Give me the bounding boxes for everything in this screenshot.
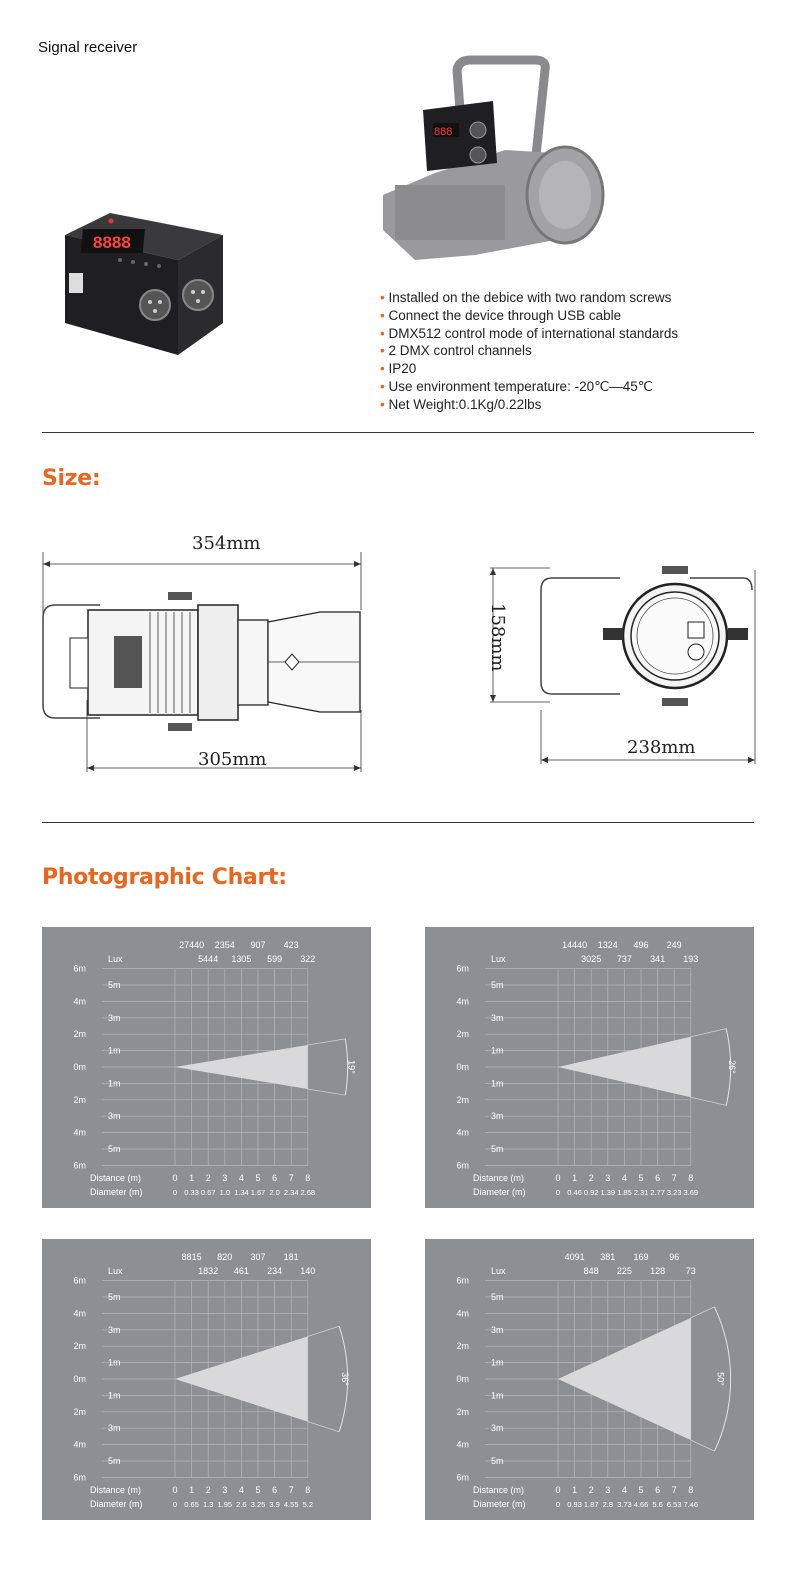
spec-item: • DMX512 control mode of international standards: [380, 325, 678, 343]
lux-value: 128: [650, 1266, 666, 1276]
y-axis-label: 4m: [73, 1439, 86, 1450]
diameter-value: 1.3: [202, 1500, 214, 1509]
y-axis-label: 4m: [456, 996, 469, 1007]
distance-tick: 5: [255, 1173, 261, 1183]
spec-item: • Use environment temperature: -20℃—45℃: [380, 378, 678, 396]
distance-tick: 7: [288, 1485, 294, 1495]
spec-item: • Net Weight:0.1Kg/0.22lbs: [380, 396, 678, 414]
lux-value: 73: [685, 1266, 696, 1276]
diameter-value: 4.55: [283, 1500, 299, 1509]
distance-tick: 2: [588, 1173, 594, 1183]
diameter-value: 1.34: [234, 1188, 249, 1197]
spec-item: • Installed on the debice with two random screws: [380, 289, 678, 307]
lux-value: 169: [633, 1252, 649, 1262]
lux-value: 307: [250, 1252, 266, 1262]
distance-tick: 5: [255, 1485, 261, 1495]
y-axis-label: 0m: [73, 1062, 86, 1072]
lux-value: 848: [583, 1266, 599, 1276]
y-inner-label: 3m: [108, 1423, 121, 1434]
distance-tick: 4: [238, 1485, 244, 1495]
receiver-box-image: [55, 205, 230, 360]
distance-tick: 8: [688, 1173, 694, 1183]
y-axis-label: 4m: [73, 1127, 86, 1138]
y-inner-label: 1m: [108, 1390, 121, 1401]
diameter-value: 3.73: [617, 1500, 632, 1509]
distance-tick: 8: [305, 1485, 311, 1495]
diameter-axis-label: Diameter (m): [473, 1187, 526, 1197]
diameter-value: 6.53: [666, 1500, 682, 1509]
distance-tick: 3: [605, 1485, 611, 1495]
y-inner-label: 3m: [491, 1324, 504, 1335]
fixture-with-receiver-image: [375, 55, 615, 270]
y-axis-label: 0m: [73, 1374, 86, 1384]
distance-axis-label: Distance (m): [90, 1173, 142, 1183]
y-inner-label: 5m: [491, 980, 504, 990]
diameter-value: 1.95: [217, 1500, 233, 1509]
distance-tick: 0: [172, 1485, 178, 1495]
lux-label: Lux: [108, 954, 123, 964]
diameter-value: 0.33: [184, 1188, 199, 1197]
diameter-axis-label: Diameter (m): [90, 1499, 143, 1509]
y-inner-label: 5m: [491, 1144, 504, 1154]
y-axis-label: 6m: [456, 1275, 469, 1286]
lux-value: 1324: [597, 940, 618, 950]
distance-tick: 2: [205, 1485, 211, 1495]
distance-axis-label: Distance (m): [90, 1485, 142, 1495]
photographic-chart-heading: Photographic Chart:: [42, 865, 287, 890]
lux-value: 820: [217, 1252, 233, 1262]
y-inner-label: 5m: [108, 1292, 121, 1302]
beam-chart-26: [425, 927, 754, 1208]
y-axis-label: 6m: [456, 1160, 469, 1171]
y-inner-label: 1m: [491, 1045, 504, 1056]
beam-chart-36: [42, 1239, 371, 1520]
lux-value: 599: [267, 954, 283, 964]
y-inner-label: 3m: [491, 1012, 504, 1023]
spec-item: • Connect the device through USB cable: [380, 307, 678, 325]
diameter-value: 0.67: [200, 1188, 216, 1197]
y-axis-label: 6m: [456, 1472, 469, 1483]
distance-tick: 1: [572, 1173, 578, 1183]
distance-tick: 0: [555, 1485, 561, 1495]
y-inner-label: 3m: [491, 1423, 504, 1434]
distance-tick: 7: [288, 1173, 294, 1183]
diameter-value: 3.9: [269, 1500, 280, 1509]
distance-tick: 6: [655, 1485, 661, 1495]
distance-tick: 4: [238, 1173, 244, 1183]
lux-value: 322: [300, 954, 316, 964]
diameter-value: 2.8: [602, 1500, 614, 1509]
y-axis-label: 6m: [73, 1472, 86, 1483]
distance-tick: 8: [688, 1485, 694, 1495]
spec-item: • 2 DMX control channels: [380, 342, 678, 360]
y-inner-label: 1m: [491, 1357, 504, 1368]
diameter-value: 3.23: [666, 1188, 682, 1197]
side-view-drawing: [40, 550, 370, 775]
diameter-value: 0: [172, 1188, 178, 1197]
lux-value: 1832: [198, 1266, 219, 1276]
y-axis-label: 0m: [456, 1062, 469, 1072]
lux-value: 193: [683, 954, 699, 964]
y-inner-label: 5m: [491, 1292, 504, 1302]
y-inner-label: 3m: [108, 1012, 121, 1023]
diameter-value: 0: [555, 1188, 561, 1197]
y-axis-label: 2m: [73, 1341, 86, 1352]
diameter-value: 2.6: [236, 1500, 247, 1509]
y-axis-label: 0m: [456, 1374, 469, 1384]
beam-angle-label: 36°: [340, 1372, 351, 1386]
diameter-value: 5.6: [652, 1500, 663, 1509]
diameter-value: 0: [172, 1500, 178, 1509]
spec-item: • IP20: [380, 360, 678, 378]
lux-value: 140: [300, 1266, 316, 1276]
distance-tick: 2: [205, 1173, 211, 1183]
distance-tick: 8: [305, 1173, 311, 1183]
lux-value: 381: [600, 1252, 616, 1262]
y-inner-label: 1m: [108, 1078, 121, 1089]
section-divider: [42, 432, 754, 433]
diameter-value: 1.39: [600, 1188, 616, 1197]
y-inner-label: 1m: [491, 1078, 504, 1089]
lux-value: 234: [267, 1266, 283, 1276]
distance-tick: 6: [272, 1485, 278, 1495]
diameter-value: 3.25: [250, 1500, 266, 1509]
distance-tick: 6: [655, 1173, 661, 1183]
distance-tick: 5: [638, 1173, 644, 1183]
distance-tick: 1: [189, 1485, 195, 1495]
lux-value: 737: [616, 954, 632, 964]
front-view-drawing: [490, 560, 760, 765]
height-label: 158mm: [487, 603, 508, 672]
diameter-value: 0.92: [583, 1188, 599, 1197]
beam-angle-label: 50°: [715, 1372, 726, 1386]
distance-axis-label: Distance (m): [473, 1173, 525, 1183]
y-inner-label: 3m: [108, 1324, 121, 1335]
distance-tick: 3: [605, 1173, 611, 1183]
y-axis-label: 2m: [456, 1341, 469, 1352]
diameter-value: 0.46: [567, 1188, 582, 1197]
lux-value: 4091: [564, 1252, 585, 1262]
y-axis-label: 4m: [73, 1308, 86, 1319]
distance-tick: 6: [272, 1173, 278, 1183]
y-axis-label: 4m: [73, 996, 86, 1007]
diameter-value: 1.85: [617, 1188, 632, 1197]
lux-value: 225: [616, 1266, 632, 1276]
y-axis-label: 2m: [73, 1094, 86, 1105]
distance-tick: 7: [671, 1485, 677, 1495]
y-inner-label: 5m: [491, 1456, 504, 1466]
distance-tick: 7: [671, 1173, 677, 1183]
distance-tick: 2: [588, 1485, 594, 1495]
distance-tick: 1: [572, 1485, 578, 1495]
diameter-value: 0.65: [184, 1500, 199, 1509]
diameter-axis-label: Diameter (m): [473, 1499, 526, 1509]
signal-receiver-title: Signal receiver: [38, 39, 138, 56]
y-inner-label: 1m: [108, 1357, 121, 1368]
y-axis-label: 4m: [456, 1127, 469, 1138]
diameter-axis-label: Diameter (m): [90, 1187, 143, 1197]
diameter-value: 2.0: [269, 1188, 280, 1197]
lux-label: Lux: [491, 1266, 506, 1276]
lux-value: 96: [669, 1252, 680, 1262]
y-axis-label: 6m: [73, 963, 86, 974]
y-inner-label: 1m: [108, 1045, 121, 1056]
y-inner-label: 3m: [108, 1111, 121, 1122]
distance-tick: 4: [621, 1173, 627, 1183]
y-inner-label: 3m: [491, 1111, 504, 1122]
lux-value: 2354: [214, 940, 235, 950]
beam-chart-19: [42, 927, 371, 1208]
lux-value: 907: [250, 940, 266, 950]
y-inner-label: 5m: [108, 980, 121, 990]
beam-angle-label: 19°: [346, 1060, 357, 1074]
lux-value: 14440: [562, 940, 588, 950]
y-axis-label: 2m: [456, 1406, 469, 1417]
diameter-value: 1.67: [250, 1188, 266, 1197]
spec-list: [380, 289, 678, 414]
y-axis-label: 2m: [456, 1029, 469, 1040]
y-axis-label: 6m: [73, 1275, 86, 1286]
lux-label: Lux: [491, 954, 506, 964]
diameter-value: 5.2: [302, 1500, 314, 1509]
distance-tick: 3: [222, 1173, 228, 1183]
section-divider: [42, 822, 754, 823]
lux-value: 181: [283, 1252, 299, 1262]
lux-value: 249: [666, 940, 682, 950]
distance-tick: 1: [189, 1173, 195, 1183]
lux-value: 423: [283, 940, 299, 950]
y-axis-label: 6m: [456, 963, 469, 974]
distance-axis-label: Distance (m): [473, 1485, 525, 1495]
lux-value: 461: [233, 1266, 249, 1276]
diameter-value: 4.66: [633, 1500, 649, 1509]
y-axis-label: 4m: [456, 1439, 469, 1450]
distance-tick: 5: [638, 1485, 644, 1495]
lux-value: 496: [633, 940, 649, 950]
lux-value: 27440: [179, 940, 205, 950]
lux-label: Lux: [108, 1266, 123, 1276]
diameter-value: 0: [555, 1500, 561, 1509]
y-inner-label: 5m: [108, 1144, 121, 1154]
y-axis-label: 2m: [73, 1029, 86, 1040]
receiver-display: 8888: [93, 233, 131, 252]
y-axis-label: 6m: [73, 1160, 86, 1171]
diameter-value: 2.77: [650, 1188, 665, 1197]
y-inner-label: 5m: [108, 1456, 121, 1466]
diameter-value: 2.34: [283, 1188, 299, 1197]
distance-tick: 3: [222, 1485, 228, 1495]
lux-value: 5444: [198, 954, 219, 964]
distance-tick: 4: [621, 1485, 627, 1495]
body-length-label: 305mm: [198, 749, 267, 770]
diameter-value: 3.69: [683, 1188, 699, 1197]
lux-value: 341: [650, 954, 666, 964]
svg-text:888: 888: [434, 126, 453, 138]
beam-angle-label: 26°: [727, 1060, 738, 1074]
distance-tick: 0: [555, 1173, 561, 1183]
y-axis-label: 2m: [456, 1094, 469, 1105]
y-axis-label: 4m: [456, 1308, 469, 1319]
diameter-value: 1.87: [583, 1500, 599, 1509]
diameter-value: 7.46: [683, 1500, 699, 1509]
overall-length-label: 354mm: [192, 533, 261, 554]
diameter-value: 2.68: [300, 1188, 316, 1197]
diameter-value: 0.93: [567, 1500, 582, 1509]
size-heading: Size:: [42, 466, 101, 491]
diameter-value: 1.0: [219, 1188, 231, 1197]
lux-value: 1305: [231, 954, 252, 964]
y-axis-label: 2m: [73, 1406, 86, 1417]
lux-value: 3025: [581, 954, 602, 964]
distance-tick: 0: [172, 1173, 178, 1183]
width-label: 238mm: [627, 737, 696, 758]
beam-chart-50: [425, 1239, 754, 1520]
diameter-value: 2.31: [633, 1188, 649, 1197]
lux-value: 8815: [181, 1252, 202, 1262]
y-inner-label: 1m: [491, 1390, 504, 1401]
